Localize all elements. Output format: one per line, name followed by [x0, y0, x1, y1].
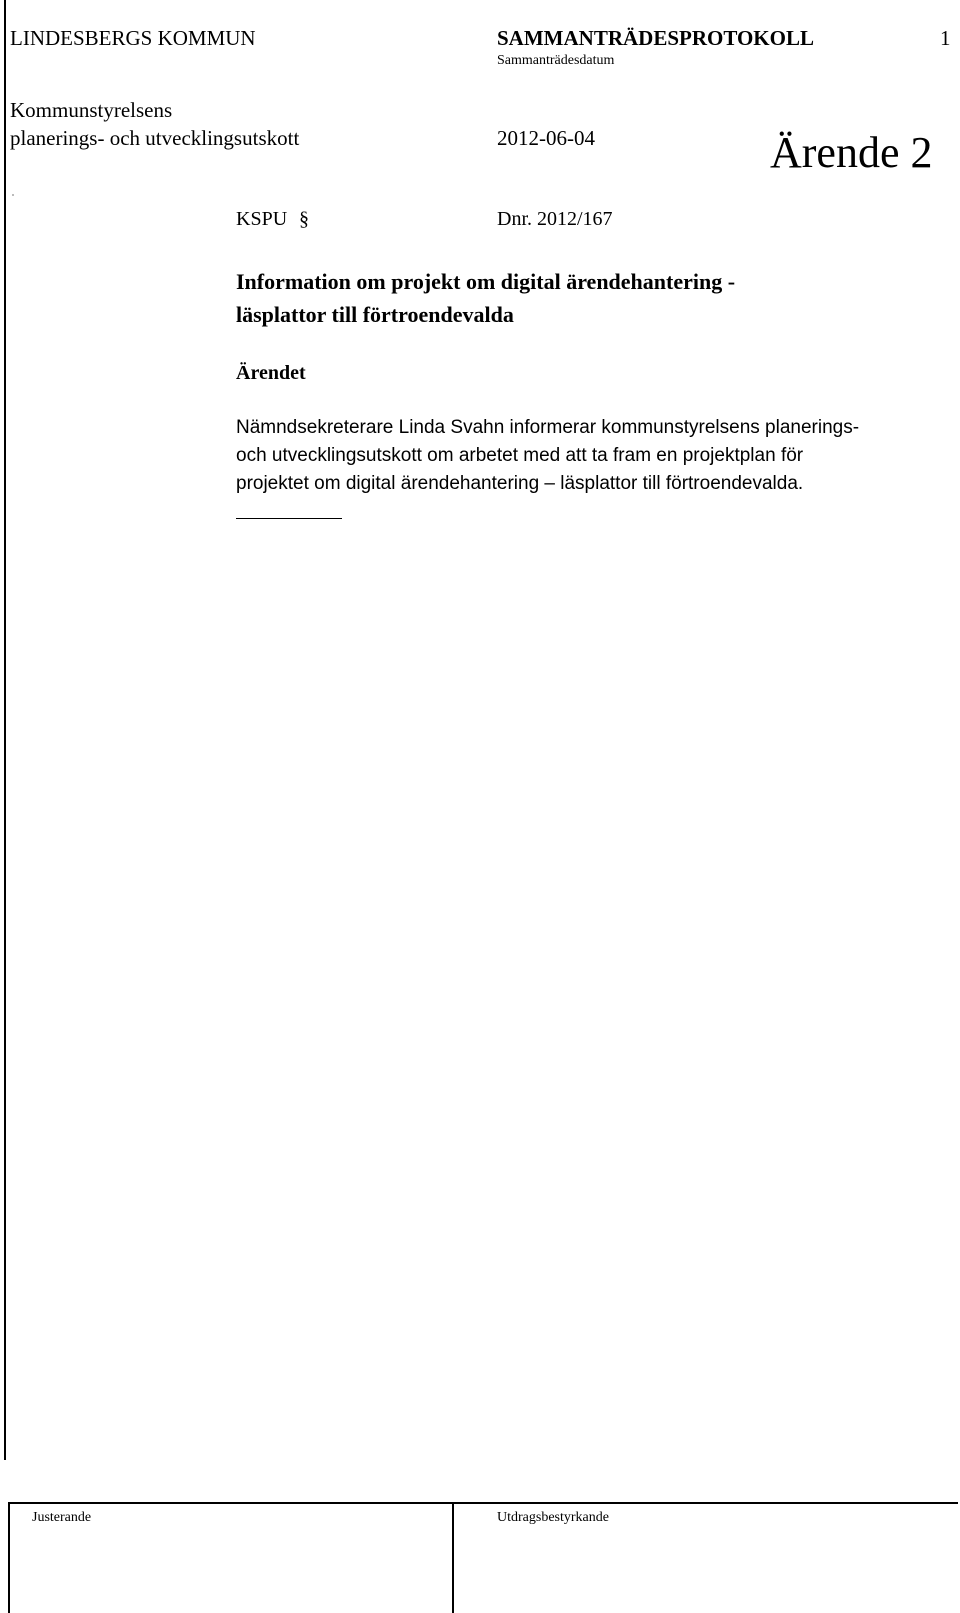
footer-top-rule	[8, 1502, 958, 1504]
case-code: KSPU	[236, 208, 288, 230]
municipality-name: LINDESBERGS KOMMUN	[10, 26, 256, 50]
subheading-arendet: Ärendet	[236, 362, 306, 384]
protocol-title: SAMMANTRÄDESPROTOKOLL	[497, 26, 814, 50]
item-title-line-2: läsplattor till förtroendevalda	[236, 302, 514, 327]
dnr-number: Dnr. 2012/167	[497, 208, 613, 230]
committee-line-1: Kommunstyrelsens	[10, 98, 173, 122]
footer-divider	[452, 1502, 454, 1613]
page-number: 1	[940, 26, 951, 50]
paragraph-line-2: och utvecklingsutskott om arbetet med att ta fram en projektplan för	[236, 445, 804, 466]
date-label: Sammanträdesdatum	[497, 53, 615, 68]
meeting-date: 2012-06-04	[497, 126, 595, 150]
paragraph-line-3: projektet om digital ärendehantering – läsplattor till förtroendevalda.	[236, 473, 804, 494]
item-title-line-1: Information om projekt om digital ärendehantering -	[236, 269, 736, 294]
paragraph-line-1: Nämndsekreterare Linda Svahn informerar kommunstyrelsens planerings-	[236, 417, 860, 438]
left-margin-line	[4, 0, 6, 1460]
section-symbol: §	[299, 208, 309, 230]
arende-number: Ärende 2	[770, 128, 933, 177]
footer-justerande-label: Justerande	[32, 1510, 92, 1525]
committee-line-2: planerings- och utvecklingsutskott	[10, 126, 300, 150]
end-rule	[236, 518, 342, 519]
footer-left-border	[8, 1502, 10, 1613]
footer-utdragsbestyrkande-label: Utdragsbestyrkande	[497, 1510, 609, 1525]
scan-dot	[12, 194, 14, 196]
